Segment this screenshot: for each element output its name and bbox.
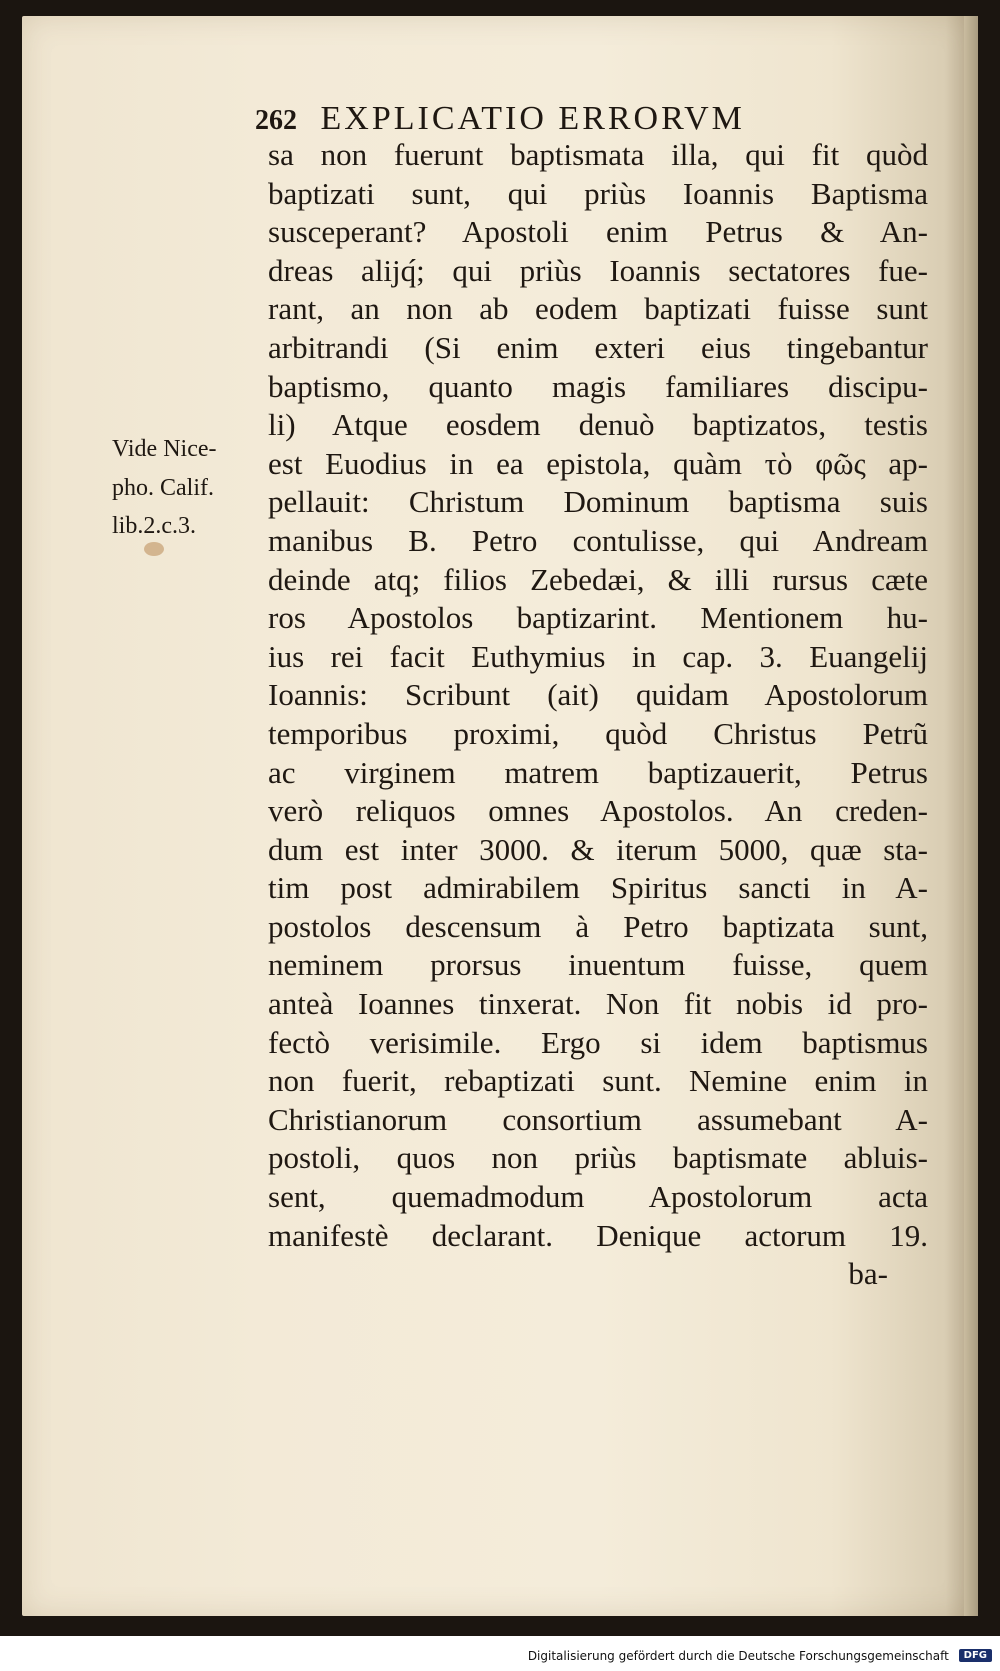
text-line: deinde atq; filios Zebedæi, & illi rursus cæte	[268, 561, 928, 597]
text-line: neminem prorsus inuentum fuisse, quem	[268, 947, 928, 983]
text-line: manibus B. Petro contulisse, qui Andream	[268, 522, 928, 558]
text-line: est Euodius in ea epistola, quàm τὸ φῶς ap-	[268, 445, 928, 481]
text-line: ius rei facit Euthymius in cap. 3. Euangelij	[268, 638, 928, 674]
text-line: dum est inter 3000. & iterum 5000, quæ sta-	[268, 831, 928, 867]
text-line: ba-	[848, 1256, 888, 1292]
text-line: li) Atque eosdem denuò baptizatos, testis	[268, 407, 928, 443]
text-line: pellauit: Christum Dominum baptisma suis	[268, 484, 928, 520]
running-title: EXPLICATIO ERRORVM	[320, 100, 745, 137]
text-line: baptismo, quanto magis familiares discipu-	[268, 368, 928, 404]
page-edge	[964, 16, 978, 1616]
margin-note-line: lib.2.c.3.	[112, 513, 196, 540]
text-line: postoli, quos non priùs baptismate abluis-	[268, 1140, 928, 1176]
text-line: sent, quemadmodum Apostolorum acta	[268, 1179, 928, 1215]
page-number: 262	[255, 105, 297, 136]
body-text	[268, 136, 928, 1294]
text-line: baptizati sunt, qui priùs Ioannis Baptisma	[268, 175, 928, 211]
text-line: postolos descensum à Petro baptizata sunt,	[268, 908, 928, 944]
text-line: dreas alijq́; qui priùs Ioannis sectatores fue-	[268, 252, 928, 288]
footer-credit: Digitalisierung gefördert durch die Deutsche Forschungsgemeinschaft	[527, 1648, 949, 1663]
footer	[0, 1648, 1000, 1670]
text-line: ac virginem matrem baptizauerit, Petrus	[268, 754, 928, 790]
running-header	[255, 100, 955, 138]
text-line: rant, an non ab eodem baptizati fuisse sunt	[268, 291, 928, 327]
dfg-logo: DFG	[959, 1649, 992, 1662]
text-line: anteà Ioannes tinxerat. Non fit nobis id pro-	[268, 986, 928, 1022]
text-line: temporibus proximi, quòd Christus Petrũ	[268, 715, 928, 751]
text-line: susceperant? Apostoli enim Petrus & An-	[268, 214, 928, 250]
text-line: manifestè declarant. Denique actorum 19.	[268, 1217, 928, 1253]
text-line: ros Apostolos baptizarint. Mentionem hu-	[268, 600, 928, 636]
margin-note-line: Vide Nice-	[112, 436, 217, 462]
text-line: fectò verisimile. Ergo si idem baptismus	[268, 1024, 928, 1060]
text-line: Christianorum consortium assumebant A-	[268, 1101, 928, 1137]
text-line: arbitrandi (Si enim exteri eius tingebantur	[268, 329, 928, 365]
text-line: non fuerit, rebaptizati sunt. Nemine enim in	[268, 1063, 928, 1099]
text-line: Ioannis: Scribunt (ait) quidam Apostolorum	[268, 677, 928, 713]
margin-note-line: pho. Calif.	[112, 474, 214, 501]
text-line: sa non fuerunt baptismata illa, qui fit quòd	[268, 137, 928, 172]
margin-note	[112, 430, 262, 546]
text-line: tim post admirabilem Spiritus sancti in A-	[268, 870, 928, 906]
text-line: verò reliquos omnes Apostolos. An creden-	[268, 793, 928, 829]
